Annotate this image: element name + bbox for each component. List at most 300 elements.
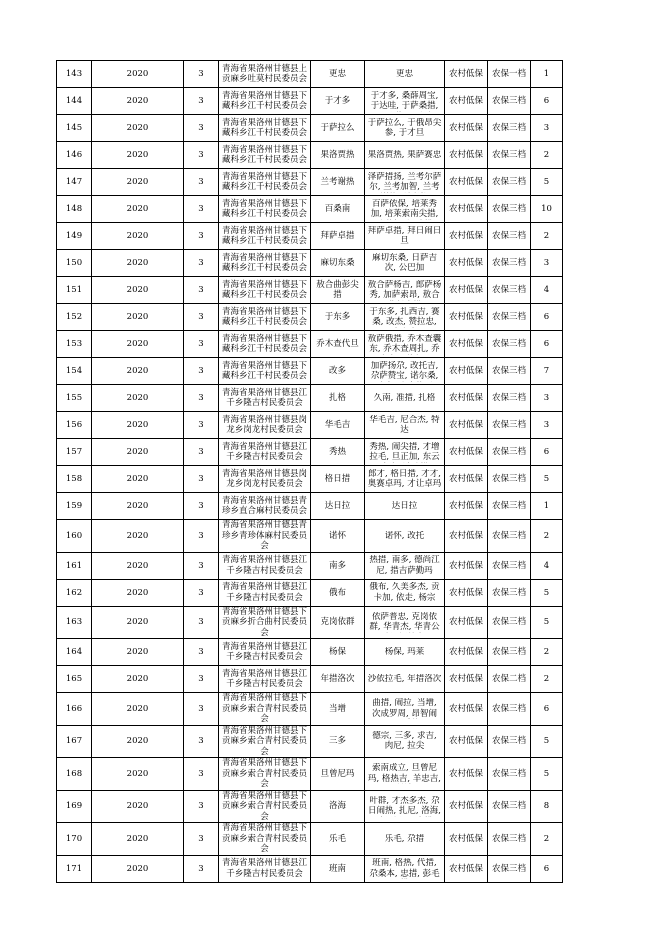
table-row — [57, 331, 563, 358]
row-number-text: 161 — [65, 560, 83, 571]
category-cell — [445, 725, 488, 758]
year-cell — [92, 790, 184, 823]
relief-recipient-table — [56, 60, 563, 883]
category-cell — [445, 304, 488, 331]
row-number-text: 167 — [65, 736, 83, 747]
row-number-text: 150 — [65, 258, 83, 268]
year-text: 2020 — [126, 617, 149, 628]
table-row — [57, 725, 563, 758]
month-cell — [184, 725, 219, 758]
year-cell — [92, 250, 184, 277]
head-name-cell — [311, 223, 365, 250]
org-cell — [219, 61, 311, 88]
month-text: 3 — [198, 366, 204, 376]
org-cell — [219, 666, 311, 693]
head-name-cell — [311, 115, 365, 142]
head-name-text: 拜萨卓措 — [320, 231, 355, 241]
row-number-cell — [57, 304, 92, 331]
month-text: 3 — [198, 258, 204, 268]
month-cell — [184, 439, 219, 466]
month-text: 3 — [198, 231, 204, 241]
row-number-cell — [57, 250, 92, 277]
level-cell — [488, 493, 531, 520]
head-name-text: 兰考谢热 — [320, 177, 355, 187]
head-name-text: 敖合曲彭尖措 — [316, 280, 359, 300]
month-cell — [184, 142, 219, 169]
head-name-text: 杨保 — [328, 647, 346, 657]
org-cell — [219, 606, 311, 639]
year-cell — [92, 758, 184, 791]
count-cell — [531, 304, 563, 331]
month-text: 3 — [198, 674, 204, 684]
head-name-cell — [311, 169, 365, 196]
head-name-text: 旦曾尼玛 — [320, 768, 355, 779]
category-cell — [445, 606, 488, 639]
category-cell — [445, 331, 488, 358]
category-text: 农村低保 — [448, 801, 483, 812]
org-cell — [219, 579, 311, 606]
year-cell — [92, 552, 184, 579]
level-text: 农保三档 — [491, 447, 526, 457]
count-text: 2 — [543, 231, 550, 241]
level-text: 农保三档 — [491, 123, 526, 133]
level-cell — [488, 758, 531, 791]
org-cell — [219, 358, 311, 385]
head-name-text: 秀热 — [328, 447, 346, 457]
level-text: 农保三档 — [491, 863, 526, 874]
level-cell — [488, 606, 531, 639]
year-text: 2020 — [126, 736, 149, 747]
table-row — [57, 250, 563, 277]
row-number-text: 158 — [65, 474, 83, 484]
head-name-text: 于东多 — [324, 312, 351, 322]
org-cell — [219, 823, 311, 856]
members-cell — [365, 758, 445, 791]
spreadsheet-page — [56, 60, 563, 883]
level-text: 农保三档 — [491, 177, 526, 187]
table-row — [57, 693, 563, 726]
count-text: 5 — [543, 474, 550, 484]
table-row — [57, 855, 563, 882]
row-number-text: 160 — [65, 530, 83, 541]
category-text: 农村低保 — [448, 123, 483, 133]
row-number-cell — [57, 823, 92, 856]
year-cell — [92, 277, 184, 304]
row-number-cell — [57, 169, 92, 196]
members-text: 乐毛, 尕措 — [384, 833, 425, 844]
level-cell — [488, 277, 531, 304]
members-cell — [365, 520, 445, 553]
head-name-text: 扎格 — [328, 393, 346, 403]
level-cell — [488, 639, 531, 666]
head-name-cell — [311, 304, 365, 331]
category-cell — [445, 142, 488, 169]
month-cell — [184, 758, 219, 791]
level-text: 农保三档 — [491, 647, 526, 657]
table-row — [57, 223, 563, 250]
row-number-cell — [57, 115, 92, 142]
table-row — [57, 666, 563, 693]
category-cell — [445, 520, 488, 553]
head-name-cell — [311, 579, 365, 606]
count-text: 5 — [543, 587, 550, 598]
category-cell — [445, 385, 488, 412]
month-text: 3 — [198, 736, 204, 747]
level-cell — [488, 466, 531, 493]
head-name-text: 洛海 — [328, 801, 346, 812]
year-text: 2020 — [126, 474, 149, 484]
count-cell — [531, 61, 563, 88]
level-cell — [488, 250, 531, 277]
category-text: 农村低保 — [448, 177, 483, 187]
members-cell — [365, 61, 445, 88]
category-cell — [445, 855, 488, 882]
org-text: 青海省果洛州甘德县岗龙乡岗龙村民委员会 — [221, 468, 307, 489]
table-row — [57, 115, 563, 142]
month-text: 3 — [198, 123, 204, 133]
members-cell — [365, 439, 445, 466]
row-number-cell — [57, 277, 92, 304]
table-row — [57, 439, 563, 466]
category-text: 农村低保 — [448, 312, 483, 322]
month-cell — [184, 606, 219, 639]
row-number-cell — [57, 88, 92, 115]
level-cell — [488, 196, 531, 223]
count-cell — [531, 88, 563, 115]
count-cell — [531, 725, 563, 758]
year-text: 2020 — [126, 863, 149, 874]
org-text: 青海省果洛州甘德县下贡麻乡索合青村民委员会 — [221, 693, 307, 724]
members-cell — [365, 639, 445, 666]
category-text: 农村低保 — [448, 736, 483, 747]
count-text: 5 — [543, 617, 550, 628]
category-cell — [445, 552, 488, 579]
row-number-text: 156 — [65, 420, 83, 430]
org-text: 青海省果洛州甘德县下藏科乡江千村民委员会 — [221, 171, 307, 192]
head-name-cell — [311, 790, 365, 823]
category-text: 农村低保 — [448, 501, 483, 511]
year-cell — [92, 169, 184, 196]
head-name-cell — [311, 412, 365, 439]
category-cell — [445, 412, 488, 439]
level-cell — [488, 552, 531, 579]
table-body — [57, 61, 563, 883]
count-text: 3 — [543, 123, 550, 133]
row-number-text: 146 — [65, 150, 83, 160]
count-text: 3 — [543, 393, 550, 403]
head-name-text: 改多 — [328, 366, 346, 376]
row-number-cell — [57, 520, 92, 553]
month-cell — [184, 520, 219, 553]
month-text: 3 — [198, 285, 204, 295]
count-text: 2 — [543, 647, 550, 657]
head-name-cell — [311, 358, 365, 385]
level-cell — [488, 169, 531, 196]
row-number-cell — [57, 196, 92, 223]
members-cell — [365, 666, 445, 693]
head-name-cell — [311, 520, 365, 553]
level-cell — [488, 520, 531, 553]
members-text: 秀热, 闹尖措, 才增拉毛, 旦正加, 东云 — [369, 441, 440, 462]
count-cell — [531, 196, 563, 223]
level-cell — [488, 223, 531, 250]
year-text: 2020 — [126, 231, 149, 241]
org-cell — [219, 466, 311, 493]
year-cell — [92, 304, 184, 331]
count-text: 2 — [543, 674, 550, 684]
month-cell — [184, 385, 219, 412]
table-row — [57, 304, 563, 331]
row-number-cell — [57, 790, 92, 823]
members-text: 索南成立, 旦曾尼玛, 格热吉, 羊忠吉, — [367, 763, 441, 784]
head-name-cell — [311, 493, 365, 520]
category-cell — [445, 579, 488, 606]
org-cell — [219, 725, 311, 758]
head-name-text: 达日拉 — [324, 501, 351, 511]
month-text: 3 — [198, 96, 204, 106]
org-cell — [219, 412, 311, 439]
org-text: 青海省果洛州甘德县下藏科乡江千村民委员会 — [221, 252, 307, 273]
org-text: 青海省果洛州甘德县青珍乡直合麻村民委员会 — [221, 495, 307, 516]
month-text: 3 — [198, 177, 204, 187]
level-text: 农保三档 — [491, 312, 526, 322]
head-name-cell — [311, 758, 365, 791]
level-text: 农保三档 — [491, 560, 526, 571]
month-text: 3 — [198, 703, 204, 714]
org-cell — [219, 169, 311, 196]
month-cell — [184, 331, 219, 358]
head-name-text: 乔木查代旦 — [316, 339, 359, 349]
row-number-cell — [57, 579, 92, 606]
head-name-text: 果洛贾热 — [320, 150, 355, 160]
month-cell — [184, 277, 219, 304]
org-text: 青海省果洛州甘德县江千乡隆吉村民委员会 — [221, 582, 307, 603]
level-text: 农保三档 — [491, 231, 526, 241]
year-text: 2020 — [126, 177, 149, 187]
count-cell — [531, 790, 563, 823]
head-name-text: 百桑南 — [324, 204, 351, 214]
head-name-cell — [311, 666, 365, 693]
head-name-text: 更忠 — [328, 69, 346, 79]
count-cell — [531, 412, 563, 439]
year-text: 2020 — [126, 647, 149, 657]
head-name-cell — [311, 725, 365, 758]
members-text: 敖萨俄措, 乔木查囊东, 乔木查周扎, 乔 — [367, 333, 442, 354]
row-number-text: 155 — [65, 393, 83, 403]
category-cell — [445, 61, 488, 88]
category-cell — [445, 790, 488, 823]
count-cell — [531, 142, 563, 169]
head-name-text: 班南 — [328, 863, 346, 874]
head-name-text: 华毛吉 — [324, 420, 351, 430]
org-cell — [219, 439, 311, 466]
count-cell — [531, 520, 563, 553]
members-text: 泽萨措扬, 兰考尔萨尔, 兰考加智, 兰考 — [367, 171, 442, 192]
count-cell — [531, 466, 563, 493]
members-text: 曲措, 闹拉, 当增, 次成罗周, 昂智闹 — [372, 698, 437, 719]
org-text: 青海省果洛州甘德县上贡麻乡吐莫村民委员会 — [221, 63, 307, 84]
head-name-cell — [311, 331, 365, 358]
month-cell — [184, 88, 219, 115]
level-cell — [488, 725, 531, 758]
category-text: 农村低保 — [448, 150, 483, 160]
members-cell — [365, 823, 445, 856]
category-cell — [445, 639, 488, 666]
level-cell — [488, 855, 531, 882]
table-row — [57, 606, 563, 639]
category-text: 农村低保 — [448, 530, 483, 541]
head-name-cell — [311, 142, 365, 169]
row-number-text: 159 — [65, 501, 83, 511]
count-text: 2 — [543, 150, 550, 160]
month-text: 3 — [198, 617, 204, 628]
org-text: 青海省果洛州甘德县下藏科乡江千村民委员会 — [221, 144, 307, 165]
org-cell — [219, 385, 311, 412]
year-cell — [92, 142, 184, 169]
org-text: 青海省果洛州甘德县下藏科乡江千村民委员会 — [221, 360, 307, 381]
org-text: 青海省果洛州甘德县下藏科乡江千村民委员会 — [221, 117, 307, 138]
year-text: 2020 — [126, 393, 149, 403]
month-cell — [184, 493, 219, 520]
members-cell — [365, 196, 445, 223]
count-cell — [531, 758, 563, 791]
category-cell — [445, 466, 488, 493]
category-cell — [445, 758, 488, 791]
category-cell — [445, 196, 488, 223]
row-number-cell — [57, 385, 92, 412]
org-cell — [219, 693, 311, 726]
category-text: 农村低保 — [448, 447, 483, 457]
org-text: 青海省果洛州甘德县江千乡隆吉村民委员会 — [221, 858, 307, 879]
members-cell — [365, 385, 445, 412]
month-cell — [184, 61, 219, 88]
year-cell — [92, 639, 184, 666]
year-text: 2020 — [126, 123, 149, 133]
level-text: 农保三档 — [491, 768, 526, 779]
year-cell — [92, 61, 184, 88]
count-text: 1 — [543, 501, 550, 511]
table-row — [57, 196, 563, 223]
members-text: 更忠 — [395, 68, 413, 79]
members-text: 杨保, 玛莱 — [384, 646, 425, 657]
category-cell — [445, 358, 488, 385]
level-text: 农保三档 — [491, 587, 526, 598]
row-number-text: 154 — [65, 366, 83, 376]
members-text: 久南, 准措, 扎格 — [373, 392, 436, 403]
level-cell — [488, 88, 531, 115]
category-cell — [445, 823, 488, 856]
level-cell — [488, 666, 531, 693]
org-text: 青海省果洛州甘德县下贡麻乡索合青村民委员会 — [221, 823, 307, 854]
category-text: 农村低保 — [448, 420, 483, 430]
category-text: 农村低保 — [448, 285, 483, 295]
members-text: 德宗, 三多, 求吉, 肉尼, 拉尖 — [372, 730, 437, 752]
year-text: 2020 — [126, 674, 149, 684]
count-cell — [531, 169, 563, 196]
month-text: 3 — [198, 863, 204, 874]
level-text: 农保二档 — [491, 674, 526, 684]
count-cell — [531, 277, 563, 304]
members-text: 麻切东桑, 日萨吉次, 公巴加 — [372, 252, 437, 273]
level-cell — [488, 331, 531, 358]
year-cell — [92, 666, 184, 693]
month-cell — [184, 196, 219, 223]
month-text: 3 — [198, 501, 204, 511]
year-cell — [92, 88, 184, 115]
org-text: 青海省果洛州甘德县下藏科乡江千村民委员会 — [221, 333, 307, 354]
row-number-cell — [57, 142, 92, 169]
head-name-cell — [311, 385, 365, 412]
row-number-cell — [57, 466, 92, 493]
org-text: 青海省果洛州甘德县下贡麻乡索合青村民委员会 — [221, 725, 307, 757]
count-text: 6 — [543, 863, 550, 874]
table-row — [57, 790, 563, 823]
head-name-cell — [311, 61, 365, 88]
members-text: 达日拉 — [391, 500, 418, 511]
members-cell — [365, 790, 445, 823]
level-text: 农保三档 — [491, 474, 526, 484]
year-cell — [92, 493, 184, 520]
org-text: 青海省果洛州甘德县江千乡隆吉村民委员会 — [221, 387, 307, 408]
org-text: 青海省果洛州甘德县江千乡隆吉村民委员会 — [221, 668, 307, 689]
count-text: 6 — [543, 312, 550, 322]
year-text: 2020 — [126, 312, 149, 322]
members-text: 拜萨卓措, 拜日闹日旦 — [367, 225, 442, 246]
month-text: 3 — [198, 530, 204, 541]
org-text: 青海省果洛州甘德县下藏科乡江千村民委员会 — [221, 198, 307, 219]
level-text: 农保三档 — [491, 393, 526, 403]
level-cell — [488, 142, 531, 169]
month-cell — [184, 115, 219, 142]
org-cell — [219, 277, 311, 304]
month-cell — [184, 466, 219, 493]
year-text: 2020 — [126, 587, 149, 598]
count-text: 5 — [543, 177, 550, 187]
table-row — [57, 358, 563, 385]
row-number-text: 169 — [65, 801, 83, 812]
org-cell — [219, 639, 311, 666]
table-row — [57, 493, 563, 520]
table-row — [57, 758, 563, 791]
category-text: 农村低保 — [448, 833, 483, 844]
year-cell — [92, 579, 184, 606]
month-cell — [184, 250, 219, 277]
members-text: 敖合萨杨吉, 郎萨杨秀, 加萨索昂, 敖合 — [367, 279, 442, 300]
level-text: 农保三档 — [491, 204, 526, 214]
members-cell — [365, 606, 445, 639]
year-cell — [92, 115, 184, 142]
org-cell — [219, 250, 311, 277]
head-name-cell — [311, 196, 365, 223]
month-text: 3 — [198, 447, 204, 457]
year-cell — [92, 439, 184, 466]
members-cell — [365, 552, 445, 579]
table-row — [57, 552, 563, 579]
row-number-cell — [57, 639, 92, 666]
month-text: 3 — [198, 833, 204, 844]
category-text: 农村低保 — [448, 204, 483, 214]
category-cell — [445, 277, 488, 304]
table-row — [57, 61, 563, 88]
level-text: 农保三档 — [491, 366, 526, 376]
head-name-cell — [311, 466, 365, 493]
level-cell — [488, 115, 531, 142]
category-text: 农村低保 — [448, 366, 483, 376]
members-cell — [365, 142, 445, 169]
org-cell — [219, 142, 311, 169]
head-name-text: 当增 — [328, 703, 346, 714]
members-cell — [365, 693, 445, 726]
